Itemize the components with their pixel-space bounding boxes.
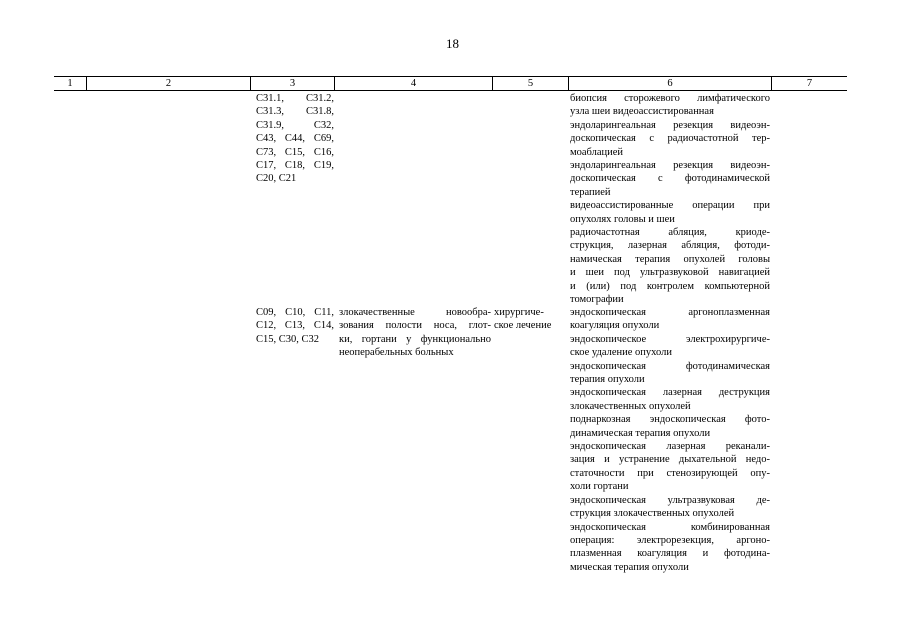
method-line: эндоскопическая комбинированная <box>570 521 770 533</box>
method-line: эндоскопическая лазерная реканали- <box>570 441 770 453</box>
method-line: коагуляция опухоли <box>570 320 660 332</box>
method-line: терапией <box>570 186 611 198</box>
method-line: мическая терапия опухоли <box>570 561 689 573</box>
page-number: 18 <box>446 36 459 51</box>
method-line: видеоассистированные операции при <box>570 200 770 212</box>
method-line: томографии <box>570 294 624 306</box>
method-line: зация и устранение дыхательной недо- <box>570 454 770 466</box>
column-header-5: 5 <box>493 77 569 90</box>
method-line: эндоскопическая аргоноплазменная <box>570 307 770 318</box>
method-line: моаблацией <box>570 146 624 158</box>
method-line: операция: электрорезекция, аргоно- <box>570 534 770 546</box>
method-line: доскопическая с радиочастотной тер- <box>570 133 770 145</box>
column-header-6: 6 <box>569 77 772 90</box>
code-line: С12, С13, С14, <box>256 320 334 332</box>
method-line: опухолях головы и шеи <box>570 213 675 225</box>
block-1-codes <box>256 92 334 186</box>
treatment-line: ское лечение <box>494 320 552 332</box>
method-line: эндоларингеальная резекция видеоэн- <box>570 160 770 172</box>
method-line: доскопическая с фотодинамической <box>570 173 770 185</box>
method-line: узла шеи видеоассистированная <box>570 106 714 118</box>
block-1-methods <box>570 92 770 307</box>
method-line: динамическая терапия опухоли <box>570 427 711 439</box>
method-line: радиочастотная абляция, криоде- <box>570 227 770 239</box>
code-line: С43, С44, С69, <box>256 133 334 145</box>
diagnosis-line: зования полости носа, глот- <box>339 320 491 332</box>
method-line: ское удаление опухоли <box>570 347 672 359</box>
column-header-2: 2 <box>87 77 251 90</box>
method-line: эндоскопическая лазерная деструкция <box>570 387 770 399</box>
method-line: эндоскопическая ультразвуковая де- <box>570 494 770 506</box>
code-line: С31.9, С32, <box>256 119 334 131</box>
method-line: холи гортани <box>570 481 629 493</box>
block-2-treatment <box>494 306 566 333</box>
method-line: статочности при стенозирующей опу- <box>570 467 770 479</box>
code-line: С20, С21 <box>256 173 297 185</box>
column-header-1: 1 <box>54 77 87 90</box>
column-header-7: 7 <box>806 78 813 89</box>
block-2-diagnosis <box>339 306 491 360</box>
code-line: С17, С18, С19, <box>256 160 334 172</box>
code-line: С15, С30, С32 <box>256 333 320 345</box>
method-line: эндоларингеальная резекция видеоэн- <box>570 119 770 131</box>
code-line: С31.3, С31.8, <box>256 106 334 118</box>
code-line: С09, С10, С11, <box>256 307 334 318</box>
method-line: эндоскопическая фотодинамическая <box>570 360 770 372</box>
column-header-3: 3 <box>251 77 335 90</box>
method-line: плазменная коагуляция и фотодина- <box>570 548 770 560</box>
block-2-codes <box>256 306 334 346</box>
method-line: и (или) под контролем компьютерной <box>570 280 770 292</box>
method-line: струкция злокачественных опухолей <box>570 508 735 520</box>
method-line: эндоскопическое электрохирургиче- <box>570 333 770 345</box>
code-line: С73, С15, С16, <box>256 146 334 158</box>
block-2-methods <box>570 306 770 574</box>
table-header-row <box>54 76 847 91</box>
method-line: биопсия сторожевого лимфатического <box>570 93 770 104</box>
method-line: поднаркозная эндоскопическая фото- <box>570 414 770 426</box>
diagnosis-line: ки, гортани у функционально <box>339 333 491 345</box>
method-line: злокачественных опухолей <box>570 400 691 412</box>
method-line: и шеи под ультразвуковой навигацией <box>570 267 770 279</box>
diagnosis-line: злокачественные новообра- <box>339 307 491 318</box>
treatment-line: хирургиче- <box>494 307 544 318</box>
column-header-4: 4 <box>335 77 493 90</box>
method-line: терапия опухоли <box>570 374 645 386</box>
method-line: намическая терапия опухолей головы <box>570 253 770 265</box>
code-line: С31.1, С31.2, <box>256 93 334 104</box>
diagnosis-line: неоперабельных больных <box>339 347 454 359</box>
method-line: струкция, лазерная абляция, фотоди- <box>570 240 770 252</box>
